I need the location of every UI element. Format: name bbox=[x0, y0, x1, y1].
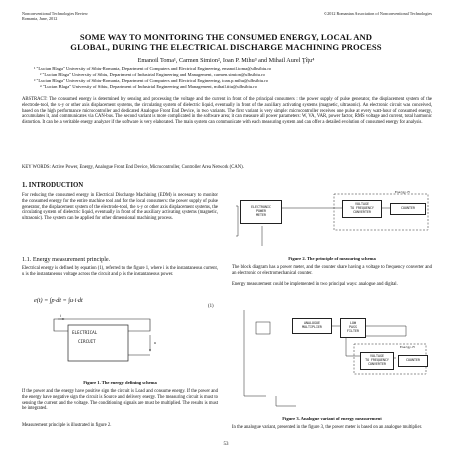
figure-2-vf-line3: CONVERTER bbox=[353, 209, 371, 214]
affiliation-1: ¹ "Lucian Blaga" University of Sibiu-Romania, Department of Computers and Electrical Engineering, emanoil.toma@ulbsibiu.ro bbox=[34, 66, 272, 71]
figure-1-caption: Figure 1. The energy defining schema bbox=[83, 380, 157, 385]
figure-3-mult-line2: MULTIPLIER bbox=[302, 325, 322, 329]
figure-3-analogue-multiplier bbox=[292, 318, 332, 334]
figure-1-i-label: i bbox=[60, 313, 62, 318]
figure-3-vf-line2: TO FREQUENCY bbox=[365, 358, 389, 363]
affiliation-2: ² "Lucian Blaga" University of Sibiu, Department of Industrial Engineering and Management, carmen.simion@ulbsibiu.ro bbox=[40, 72, 265, 77]
keywords-text: Active Power, Energy, Analogue Front End Device, Microcontroller, Controller Area Network (CAN). bbox=[51, 165, 244, 170]
affiliation-3: ³ "Lucian Blaga" University of Sibiu-Romania, Department of Computers and Electrical Engineering, ioan.p.mihu@ulbsibiu.ro bbox=[34, 78, 269, 83]
figure-2-vf-line2: TO FREQUENCY bbox=[350, 206, 374, 211]
figure-2-input-wire-left bbox=[236, 206, 238, 236]
figure-3-lpf-line2: PASS bbox=[349, 325, 357, 330]
section-1-1-paragraph-3: Measurement principle is illustrated in figure 2. bbox=[22, 423, 112, 428]
figure-3-ground-wire bbox=[276, 396, 296, 406]
abstract-label: ABSTRACT: bbox=[22, 97, 48, 102]
header-copyright: ©2012 Romanian Association of Nonconventional Technologies bbox=[323, 11, 432, 16]
equation-number: (1) bbox=[208, 304, 214, 309]
figure-3-lpf-line3: FILTER bbox=[347, 328, 359, 333]
header-journal-date: Romania, June, 2012 bbox=[22, 16, 58, 21]
figure-2-group-label: Energy-M bbox=[395, 190, 410, 194]
figure-1-box-line2: CIRCUIT bbox=[78, 339, 96, 344]
figure-2-power-meter bbox=[240, 200, 282, 224]
figure-3-input-wire bbox=[244, 310, 266, 396]
figure-3-vf-line1: VOLTAGE bbox=[370, 354, 384, 359]
figure-3-mult-line1: ANALOGUE bbox=[304, 321, 320, 326]
figure-3-caption: Figure 3. Analogue variant of energy measurement bbox=[282, 416, 382, 421]
figure-2-vf-line1: VOLTAGE bbox=[355, 202, 369, 207]
right-col-paragraph-2: Energy measurement could be implemented in two principal ways: analogue and digital. bbox=[232, 282, 398, 287]
right-col-paragraph-3: In the analogue variant, presented in the figure 3, the power meter is based on an analogue multiplier. bbox=[232, 425, 423, 430]
equation-1: e(t) = ∫p·dt = ∫u·i·dt bbox=[34, 297, 83, 304]
figure-2-meter-line3: METER bbox=[256, 212, 266, 217]
figure-3-low-pass-filter bbox=[340, 318, 366, 338]
section-1-heading: 1. INTRODUCTION bbox=[22, 182, 84, 189]
paper-title bbox=[20, 32, 432, 52]
figure-3-group-label: Energy-M bbox=[400, 345, 415, 349]
figure-2-meter-line1: ELECTRONIC bbox=[251, 205, 271, 210]
header-journal bbox=[22, 11, 88, 21]
title-line-2: GLOBAL, DURING THE ELECTRICAL DISCHARGE MACHINING PROCESS bbox=[70, 42, 382, 53]
figure-3-sensor bbox=[256, 322, 270, 334]
figure-2-counter: COUNTER bbox=[390, 203, 426, 215]
right-col-paragraph-1: The block diagram has a power meter, and the counter share having a voltage to frequency converter and an electronic or electromechanical counter. bbox=[232, 265, 432, 276]
figure-2-meter-line2: POWER bbox=[256, 209, 266, 214]
figure-2-caption: Figure 2. The principle of measuring schema bbox=[288, 256, 376, 261]
keywords bbox=[22, 165, 432, 171]
header-journal-name: Nonconventional Technologies Review bbox=[22, 11, 88, 16]
figure-1-u-label: u bbox=[154, 340, 156, 345]
section-1-1-paragraph-2: If the power and the energy have positive sign the circuit is Load and consume energy. If the power and the energy have negative sign the circuit is Source and delivery energy. The measuring circuit is must to sensing the current and the voltage. The conditioning signals are must be multiplied. The results is must be integrated. bbox=[22, 389, 218, 412]
abstract bbox=[22, 97, 432, 126]
figure-1-diagram bbox=[46, 311, 176, 375]
figure-3-vf-converter bbox=[360, 352, 394, 370]
figure-1-box-line1: ELECTRICAL bbox=[72, 330, 98, 335]
abstract-text: The consumed energy is determined by sensing and processing the voltage and the current in front of the principal consumers : the power supply of pulse generator, the displacement system of the electrode-tool, the x-y or other axis displacement systems, the circulating system of dielectric liquid, eventually in front of the auxiliary activating systems (magnetic, ultrasonic). An electronic circuit was conceived, based on the high performance microcontroller and dedicated Analogue Front End Device, in two variants. The first variant is very simple: microcontroller receives one pulse at every watt-hour of consumed energy, accumulates it, and communicates via CAN-bus. The second variant is more complicated in the software area; it can measure all power parameters: W, VA, VAR, power factor, RMS voltage and current, total harmonic distortion. It can be a veritable energy analyzer if the software is very elaborated. The main system can communicate with each measuring system and can offer a detailed evolution of consumed energy for analysis. bbox=[22, 97, 432, 125]
affiliation-4: ⁴ "Lucian Blaga" University of Sibiu, Department of Industrial Engineering and Management, mihail.titu@ulbsibiu.ro bbox=[40, 84, 258, 89]
section-1-1-heading: 1.1. Energy measurement principle. bbox=[22, 256, 111, 263]
figure-3-lpf-line1: LOW bbox=[350, 321, 356, 326]
authors: Emanoil Toma¹, Carmen Simion², Ioan P. Mihu³ and Mihail Aurel Ţîţu⁴ bbox=[137, 57, 315, 64]
section-1-1-paragraph: Electrical energy is defined by equation (1), referred to the figure 1, where i is the instantaneous current, u is the instantaneous voltage across the circuit and p is the instantaneous power. bbox=[22, 266, 218, 277]
title-line-1: SOME WAY TO MONITORING THE CONSUMED ENERGY, LOCAL AND bbox=[79, 32, 373, 42]
keywords-label: KEY WORDS: bbox=[22, 165, 51, 170]
figure-3-vf-line3: CONVERTER bbox=[368, 361, 386, 366]
figure-3-counter: COUNTER bbox=[398, 355, 428, 367]
page-number: 53 bbox=[223, 442, 229, 447]
figure-2-vf-converter bbox=[342, 200, 382, 218]
section-1-paragraph: For reducing the consumed energy in Electrical Discharge Machining (EDM) is necessary to monitor the consumed energy for the entire machine tool and for the local consumers: the power supply of pulse generator, the displacement system of the electrode-tool, the x-y or other axis displacement systems, the circulating system of dielectric liquid, eventually in front of the auxiliary activating systems (magnetic, ultrasonic). The system can be applied for other dimensional machining process. bbox=[22, 193, 218, 221]
